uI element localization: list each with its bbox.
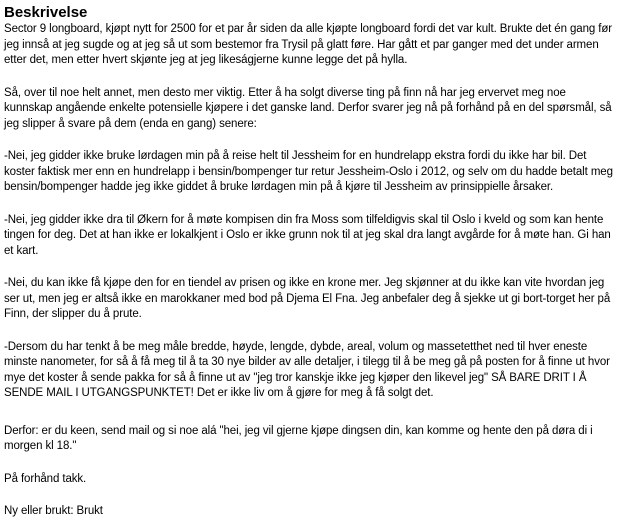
paragraph-preamble: Så, over til noe helt annet, men desto mer viktig. Etter å ha solgt diverse ting på finn nå har jeg ervervet meg noe kunnskap angående enkelte potensielle kjøpere i det ganske land. Derfor svarer jeg nå på forhånd på en del spørsmål, så jeg slipper å svare på dem (enda en gang) senere: [4, 86, 615, 130]
paragraph-intro: Sector 9 longboard, kjøpt nytt for 2500 for et par år siden da alle kjøpte longboard fordi det var kult. Brukte det én gang før jeg innså at jeg sugde og at jeg så ut som bestemor fra Trysil på glatt føre. Har gått et par ganger med det under armen etter det, men etter hvert skjønte jeg at jeg likeságjerne kunne legge det på hylla. [4, 23, 616, 66]
paragraph-jessheim: -Nei, jeg gidder ikke bruke lørdagen min på å reise helt til Jessheim for en hundrelapp ekstra fordi du ikke har bil. Det koster faktisk mer enn en hundrelapp i bensin/bompenger tur retur Jessheim-Oslo i 2012, og selv om du hadde betalt meg bensin/bompenger hadde jeg ikke giddet å bruke lørdagen min på å kjøre til Jessheim av prinsippielle årsaker. [4, 150, 617, 193]
paragraph-measurements: -Dersom du har tenkt å be meg måle bredde, høyde, lengde, dybde, areal, volum og massetetthet ned til hver eneste minste nanometer, for så å få meg til å ta 30 nye bilder av alle detaljer, i tilegg til å be meg gå på posten for å finne ut hvor mye det koster å sende pakka for så å finne ut av "jeg tror kanskje ikke jeg kjøper den likevel jeg" SÅ BARE DRIT I Å SENDE MAIL I UTGANGSPUNKTET! Det er ikke liv om å gjøre for meg å få solgt det. [4, 340, 614, 399]
description-heading: Beskrivelse [4, 4, 88, 21]
description-section [4, 4, 616, 520]
condition-line: Ny eller brukt: Brukt [4, 505, 103, 517]
paragraph-price: -Nei, du kan ikke få kjøpe den for en tiendel av prisen og ikke en krone mer. Jeg skjønner at du ikke kan vite hvordan jeg ser ut, men jeg er altså ikke en marokkaner med bod på Djema El Fna. Jeg anbefaler deg å sjekke ut gi bort-torget her på Finn, der slipper du å prute. [4, 277, 614, 320]
paragraph-okern: -Nei, jeg gidder ikke dra til Økern for å møte kompisen din fra Moss som tilfeldigvis skal til Oslo i kveld og som kan hente tingen for deg. Det at han ikke er lokalkjent i Oslo er ikke grunn nok til at jeg skal dra langt avgårde for å møte han. Gi han et kart. [4, 213, 614, 257]
paragraph-thanks: På forhånd takk. [4, 472, 87, 485]
paragraph-contact: Derfor: er du keen, send mail og si noe alá "hei, jeg vil gjerne kjøpe dingsen din, kan komme og hente den på døra di i morgen kl 18." [4, 424, 596, 452]
spacer [4, 402, 616, 424]
